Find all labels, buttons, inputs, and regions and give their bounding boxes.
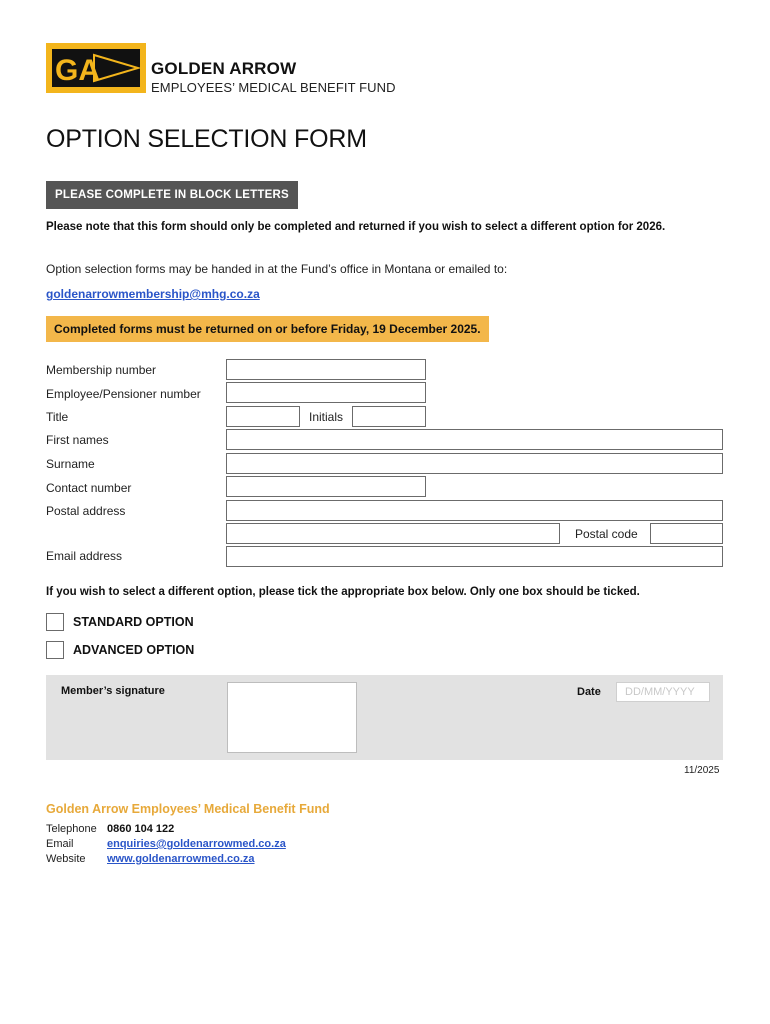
surname-field[interactable] (226, 453, 723, 474)
telephone-value: 0860 104 122 (107, 823, 175, 835)
advanced-option-label: ADVANCED OPTION (73, 643, 195, 657)
arrow-logo-icon (46, 43, 146, 93)
form-title: OPTION SELECTION FORM (46, 125, 367, 153)
website-label: Website (46, 853, 86, 865)
employee-number-field[interactable] (226, 382, 426, 403)
initials-field[interactable] (352, 406, 426, 427)
submission-note: Option selection forms may be handed in at the Fund’s office in Montana or emailed to: (46, 262, 508, 276)
postal-address-line1-field[interactable] (226, 500, 723, 521)
contact-number-label: Contact number (46, 481, 132, 495)
date-field[interactable]: DD/MM/YYYY (616, 682, 710, 702)
logo-subtitle: EMPLOYEES’ MEDICAL BENEFIT FUND (151, 80, 396, 95)
telephone-label: Telephone (46, 823, 97, 835)
form-note: Please note that this form should only be completed and returned if you wish to select a different option for 2026. (46, 221, 666, 233)
employee-number-label: Employee/Pensioner number (46, 387, 201, 401)
title-field[interactable] (226, 406, 300, 427)
surname-label: Surname (46, 457, 95, 471)
tick-instruction: If you wish to select a different option, please tick the appropriate box below. Only one box should be ticked. (46, 586, 640, 598)
membership-email-link[interactable]: goldenarrowmembership@mhg.co.za (46, 287, 260, 301)
email-label: Email (46, 838, 74, 850)
standard-option-checkbox[interactable] (46, 613, 64, 631)
postal-code-field[interactable] (650, 523, 723, 544)
email-address-label: Email address (46, 549, 123, 563)
advanced-option-checkbox[interactable] (46, 641, 64, 659)
logo-mark-text: GA (55, 54, 100, 87)
block-letters-banner: PLEASE COMPLETE IN BLOCK LETTERS (46, 181, 298, 209)
golden-arrow-logo-mark (46, 43, 146, 93)
contact-number-field[interactable] (226, 476, 426, 497)
postal-address-label: Postal address (46, 504, 126, 518)
website-link[interactable]: www.goldenarrowmed.co.za (107, 853, 255, 865)
date-label: Date (577, 686, 601, 698)
signature-label: Member’s signature (61, 685, 165, 697)
postal-code-label: Postal code (575, 527, 638, 541)
first-names-label: First names (46, 433, 109, 447)
first-names-field[interactable] (226, 429, 723, 450)
signature-field[interactable] (227, 682, 357, 753)
enquiries-email-link[interactable]: enquiries@goldenarrowmed.co.za (107, 838, 286, 850)
postal-address-line2-field[interactable] (226, 523, 560, 544)
deadline-banner: Completed forms must be returned on or before Friday, 19 December 2025. (46, 316, 489, 342)
standard-option-label: STANDARD OPTION (73, 615, 194, 629)
email-address-field[interactable] (226, 546, 723, 567)
title-label: Title (46, 410, 69, 424)
membership-number-field[interactable] (226, 359, 426, 380)
form-version-code: 11/2025 (684, 765, 720, 776)
membership-number-label: Membership number (46, 363, 157, 377)
footer-fund-name: Golden Arrow Employees’ Medical Benefit Fund (46, 802, 330, 816)
logo-title: GOLDEN ARROW (151, 59, 297, 78)
initials-label: Initials (309, 410, 344, 424)
